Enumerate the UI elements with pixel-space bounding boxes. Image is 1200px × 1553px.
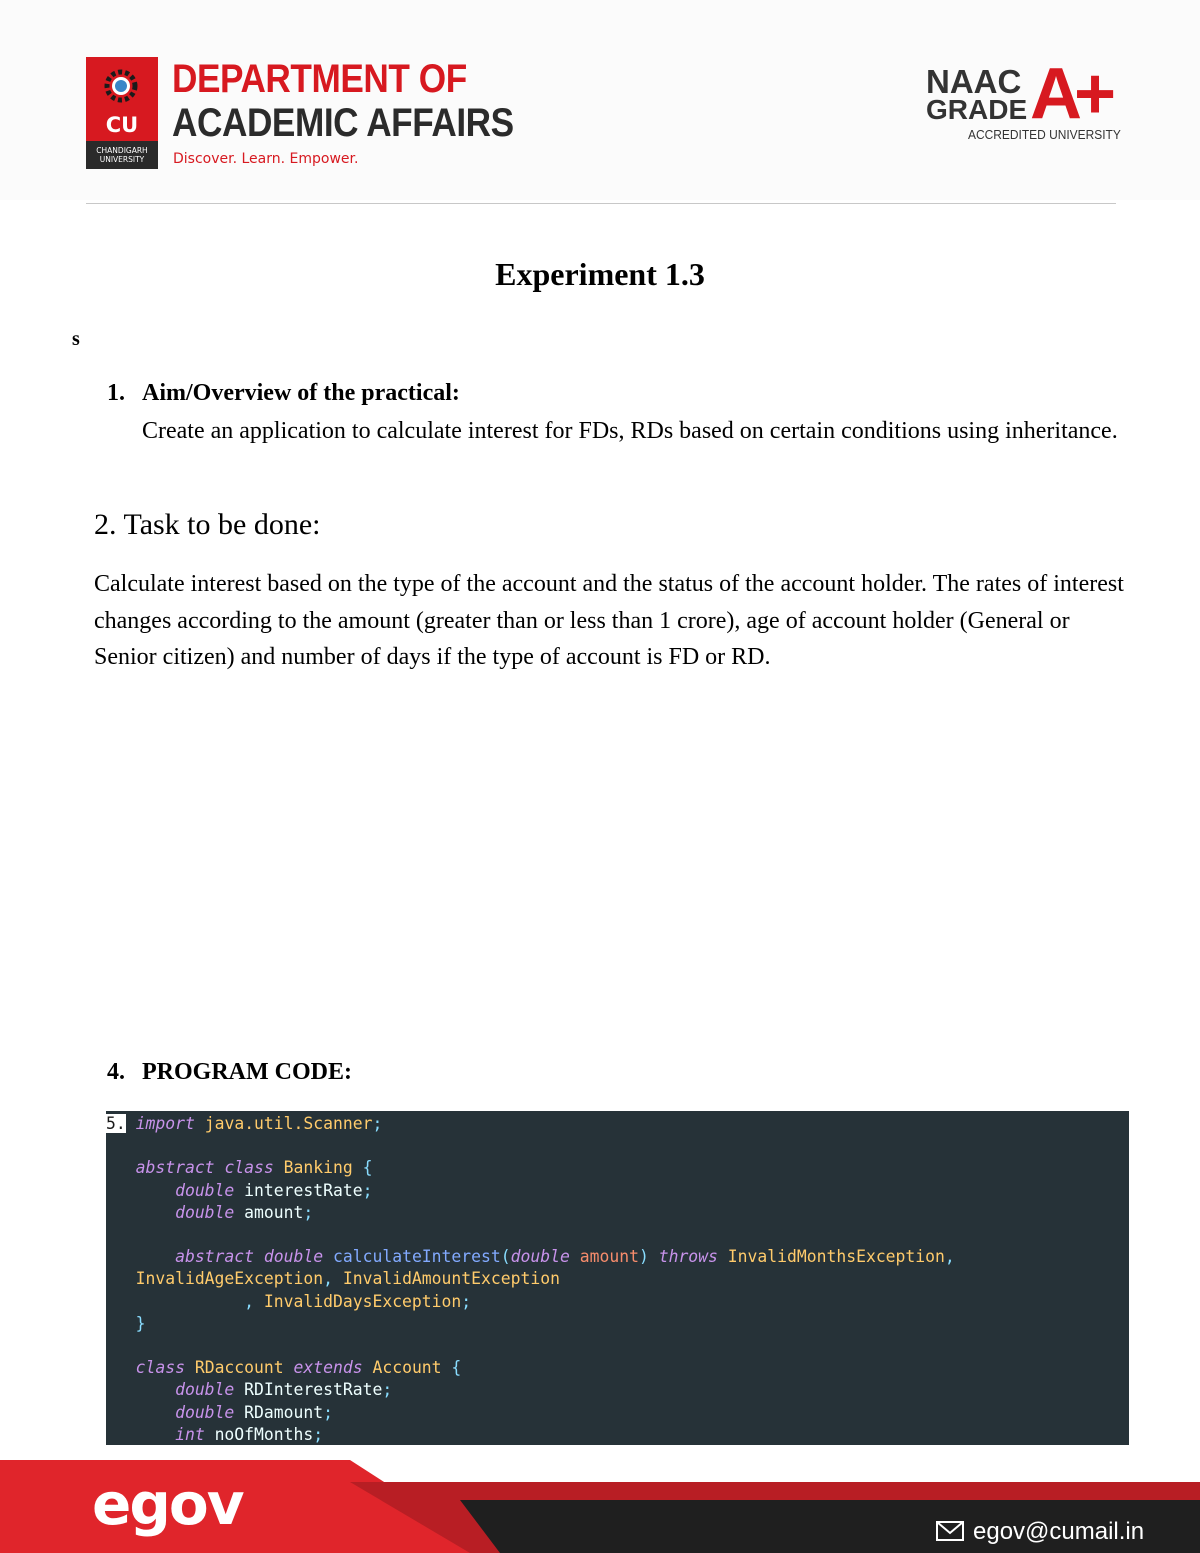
code-token: { [451, 1358, 462, 1378]
code-text [106, 1113, 955, 1445]
code-token: ( [500, 1247, 511, 1267]
aim-heading: Aim/Overview of the practical: [142, 380, 460, 406]
task-text: Calculate interest based on the type of the account and the status of the account holder. The rates of interest changes according to the amount (greater than or less than 1 crore), age of account holder (General or Senior citizen) and number of days if the type of account is FD or RD. [94, 571, 1124, 670]
stray-character: s [72, 328, 80, 350]
cu-emblem-icon [98, 63, 144, 109]
code-token: amount [579, 1247, 639, 1267]
code-token: noOfMonths [214, 1424, 314, 1444]
naac-grade-value: A+ [1030, 54, 1109, 134]
cu-logo [86, 57, 158, 169]
code-token: ) [638, 1247, 649, 1267]
code-token: double [263, 1247, 324, 1267]
footer-email[interactable]: egov@cumail.in [973, 1518, 1145, 1545]
cu-logo-abbr: CU [105, 113, 139, 137]
code-token: InvalidDaysException [263, 1291, 462, 1311]
code-token: class [224, 1158, 274, 1178]
code-line-marker: 5. [106, 1114, 126, 1133]
code-token: abstract [135, 1158, 215, 1178]
header-divider [86, 203, 1116, 204]
code-token: interestRate [244, 1180, 363, 1200]
department-title-line2: ACADEMIC AFFAIRS [172, 101, 514, 145]
code-token: ; [461, 1291, 472, 1311]
naac-label: NAAC [926, 63, 1022, 100]
page-title: Experiment 1.3 [495, 256, 705, 292]
code-token: ; [313, 1424, 324, 1444]
code-token: } [135, 1313, 146, 1333]
code-token: InvalidAgeException [135, 1269, 324, 1289]
code-token: RDInterestRate [244, 1380, 383, 1400]
naac-grade-label: GRADE [926, 94, 1028, 125]
code-token: java.util.Scanner [204, 1114, 373, 1133]
code-token: double [510, 1247, 570, 1267]
code-token: int [175, 1424, 205, 1444]
egov-logo: egov [92, 1470, 243, 1538]
naac-accredited-label: ACCREDITED UNIVERSITY [968, 127, 1121, 142]
code-token: calculateInterest [333, 1247, 501, 1267]
code-token: , [244, 1291, 255, 1311]
aim-text: Create an application to calculate interest for FDs, RDs based on certain conditions using inheritance. [142, 418, 1118, 444]
cu-logo-line1: CHANDIGARH [96, 146, 148, 155]
mail-icon [936, 1521, 964, 1541]
code-token: extends [293, 1358, 363, 1378]
code-token: { [362, 1158, 373, 1178]
department-title-line1: DEPARTMENT OF [172, 57, 467, 101]
program-code-heading: PROGRAM CODE: [142, 1059, 352, 1085]
code-token: InvalidMonthsException [727, 1247, 945, 1267]
code-token: ; [303, 1202, 314, 1222]
code-token: import [135, 1114, 195, 1133]
code-block [106, 1111, 1129, 1445]
code-token: throws [658, 1247, 718, 1267]
cu-logo-line2: UNIVERSITY [99, 155, 145, 164]
code-token: double [175, 1180, 235, 1200]
code-token: Account [372, 1358, 442, 1378]
code-token: double [175, 1202, 235, 1222]
code-token: RDaccount [194, 1358, 284, 1378]
code-token: double [175, 1380, 235, 1400]
code-token: double [175, 1402, 235, 1422]
aim-number: 1. [107, 380, 125, 406]
cu-logo-university-name [86, 141, 158, 169]
code-token: RDamount [244, 1402, 324, 1422]
code-token: , [323, 1269, 333, 1289]
code-token: ; [382, 1380, 393, 1400]
tagline: Discover. Learn. Empower. [173, 151, 359, 167]
task-heading: 2. Task to be done: [94, 508, 321, 541]
code-token: ; [372, 1114, 383, 1133]
code-token: Banking [283, 1158, 353, 1178]
code-token: amount [244, 1202, 304, 1222]
program-code-number: 4. [107, 1059, 125, 1085]
code-token: ; [362, 1180, 373, 1200]
code-token: class [135, 1358, 185, 1378]
code-token: ; [323, 1402, 333, 1422]
code-token: , [944, 1247, 955, 1267]
code-token: InvalidAmountException [342, 1269, 560, 1289]
code-token: abstract [175, 1247, 255, 1267]
